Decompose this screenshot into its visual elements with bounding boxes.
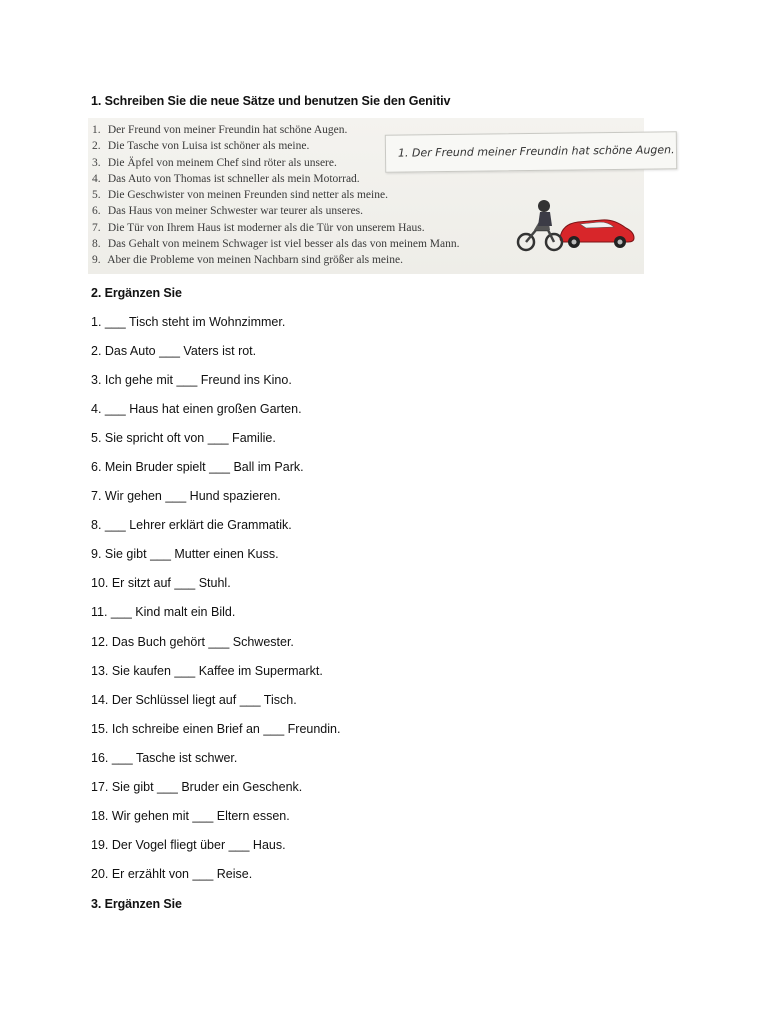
section3-heading: 3. Ergänzen Sie: [91, 897, 182, 911]
exercise-item: 2. Das Auto ___ Vaters ist rot.: [91, 344, 257, 359]
red-car-icon: [560, 220, 634, 248]
exercise-item: 20. Er erzählt von ___ Reise.: [91, 866, 253, 881]
exercise-item: 8. ___ Lehrer erklärt die Grammatik.: [91, 518, 292, 533]
exercise-item: 1. ___ Tisch steht im Wohnzimmer.: [91, 315, 286, 329]
exercise-item: 19. Der Vogel fliegt über ___ Haus.: [91, 837, 286, 852]
section2-heading: 2. Ergänzen Sie: [91, 286, 182, 300]
exercise-item: 10. Er sitzt auf ___ Stuhl.: [91, 576, 231, 591]
exercise-item: 3. Ich gehe mit ___ Freund ins Kino.: [91, 373, 292, 388]
exercise-item: 5. Sie spricht oft von ___ Familie.: [91, 431, 276, 446]
textbook-item: 5. Die Geschwister von meinen Freunden sind netter als meine.: [92, 189, 388, 202]
motorcycle-rider-icon: [518, 200, 562, 250]
exercise-item: 11. ___ Kind malt ein Bild.: [91, 605, 236, 620]
exercise-item: 4. ___ Haus hat einen großen Garten.: [91, 402, 302, 417]
exercise-item: 14. Der Schlüssel liegt auf ___ Tisch.: [91, 692, 297, 707]
section1-heading: 1. Schreiben Sie die neue Sätze und benutzen Sie den Genitiv: [91, 94, 451, 108]
motorcycle-and-car-illustration: [516, 196, 636, 256]
example-answer-card: [385, 131, 677, 173]
exercise-item: 9. Sie gibt ___ Mutter einen Kuss.: [91, 547, 279, 562]
textbook-item: 7. Die Tür von Ihrem Haus ist moderner als die Tür von unserem Haus.: [92, 221, 425, 234]
exercise-item: 7. Wir gehen ___ Hund spazieren.: [91, 489, 281, 504]
textbook-item: 1. Der Freund von meiner Freundin hat schöne Augen.: [92, 124, 348, 136]
textbook-item: 2. Die Tasche von Luisa ist schöner als meine.: [92, 140, 310, 153]
example-answer-text: 1. Der Freund meiner Freundin hat schöne Augen.: [397, 143, 675, 160]
textbook-item: 3. Die Äpfel von meinem Chef sind röter als unsere.: [92, 156, 337, 169]
textbook-item: 4. Das Auto von Thomas ist schneller als mein Motorrad.: [92, 172, 360, 185]
exercise-item: 16. ___ Tasche ist schwer.: [91, 750, 238, 765]
exercise-item: 12. Das Buch gehört ___ Schwester.: [91, 634, 294, 649]
textbook-item: 6. Das Haus von meiner Schwester war teurer als unseres.: [92, 205, 364, 218]
exercise-item: 13. Sie kaufen ___ Kaffee im Supermarkt.: [91, 663, 323, 678]
exercise-list: [91, 314, 340, 895]
textbook-excerpt-image: [88, 118, 675, 274]
textbook-item: 8. Das Gehalt von meinem Schwager ist viel besser als das von meinem Mann.: [92, 238, 460, 251]
textbook-item: 9. Aber die Probleme von meinen Nachbarn sind größer als meine.: [92, 254, 403, 267]
exercise-item: 17. Sie gibt ___ Bruder ein Geschenk.: [91, 779, 303, 794]
exercise-item: 6. Mein Bruder spielt ___ Ball im Park.: [91, 460, 304, 475]
exercise-item: 18. Wir gehen mit ___ Eltern essen.: [91, 808, 290, 823]
exercise-item: 15. Ich schreibe einen Brief an ___ Freundin.: [91, 721, 341, 736]
